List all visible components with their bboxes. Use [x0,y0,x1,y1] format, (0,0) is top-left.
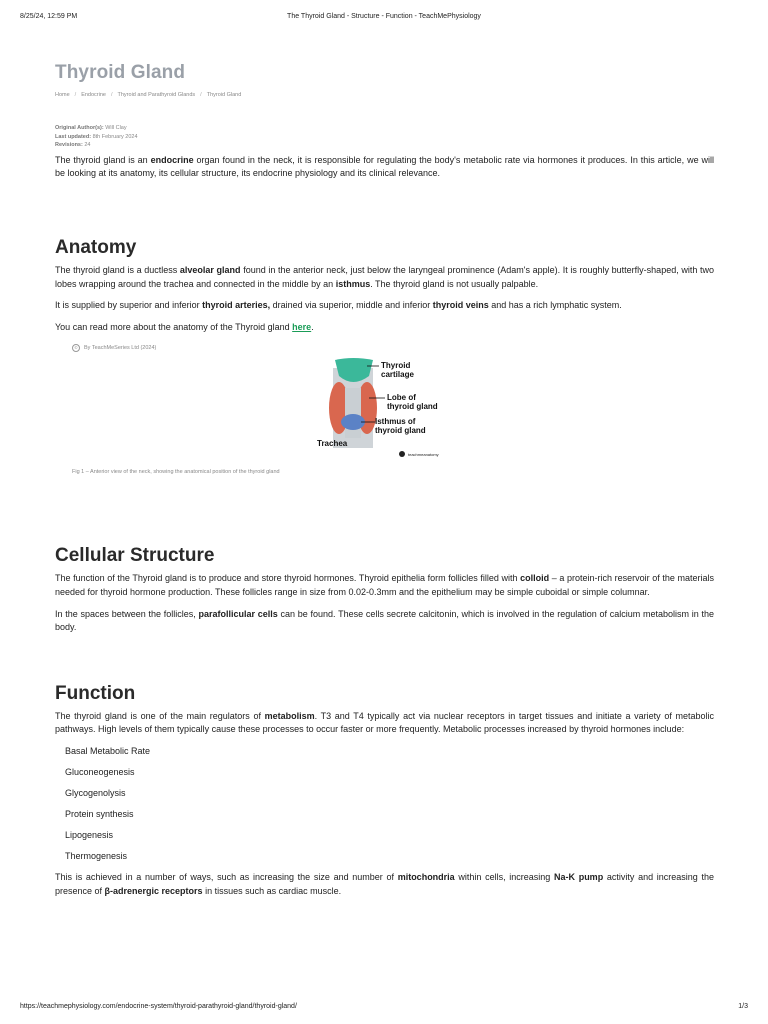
brand-text: teachmeanatomy [408,452,439,458]
cellular-heading: Cellular Structure [55,545,215,567]
list-item: Gluconeogenesis [65,766,135,777]
breadcrumb-separator: / [200,92,202,98]
list-item: Basal Metabolic Rate [65,745,151,756]
meta-updated: Last updated: 8th February 2024 [55,133,138,140]
svg-text:cartilage: cartilage [381,370,414,380]
figure [55,344,714,475]
meta-revisions: Revisions: 24 [55,142,91,149]
page-title: Thyroid Gland [55,62,186,83]
trachea-rings [345,388,361,438]
svg-text:thyroid gland: thyroid gland [375,426,426,436]
list-item: Lipogenesis [65,829,114,840]
cellular-paragraph-2: In the spaces between the follicles, parafollicular cells can be found. These cells secrete calcitonin, which is involved in the regulation of calcium metabolism in the body. [55,608,715,633]
list-item: Protein synthesis [65,808,134,819]
anatomy-paragraph-3: You can read more about the anatomy of the Thyroid gland here. [55,321,314,332]
print-doc-title: The Thyroid Gland - Structure - Function - TeachMePhysiology [287,13,481,20]
anatomy-paragraph-2: It is supplied by superior and inferior thyroid arteries, drained via superior, middle and inferior thyroid veins and has a rich lymphatic system. [55,300,622,311]
article-meta [55,124,714,150]
copyright-icon: © [72,344,80,352]
breadcrumb-current: Thyroid Gland [206,92,242,98]
breadcrumb-thyroid-parathyroid[interactable]: Thyroid and Parathyroid Glands [117,92,196,98]
thyroid-diagram [317,358,457,462]
article [55,62,714,898]
metabolic-process-list [55,745,714,871]
print-footer [20,1003,748,1010]
print-header [20,13,748,20]
breadcrumb-separator: / [74,92,77,98]
cellular-paragraph-1: The function of the Thyroid gland is to produce and store thyroid hormones. Thyroid epithelia form follicles filled with colloid – a protein-rich reservoir of the materials needed for thyroid hormone production. These follicles range in size from 0.02-0.3mm and the epithelium may be simple cuboidal or simple columnar. [55,573,714,597]
anatomy-heading: Anatomy [55,236,137,258]
breadcrumb-separator: / [110,92,113,98]
breadcrumb [55,92,714,98]
meta-author: Original Author(s): Will Clay [55,125,127,131]
function-paragraph-2: This is achieved in a number of ways, such as increasing the size and number of mitochondria within cells, increasing Na-K pump activity and increasing the presence of β-adrenergic receptors in tissues such as cardiac muscle. [55,871,714,896]
print-url: https://teachmephysiology.com/endocrine-system/thyroid-parathyroid-gland/thyroid-gland/ [20,1003,297,1010]
print-page-number: 1/3 [738,1003,748,1010]
function-heading: Function [55,682,136,704]
label-lobe: Lobe of [387,393,416,403]
figure-credit: © By TeachMeSeries Ltd (2024) [72,344,714,352]
figure-caption: Fig 1 – Anterior view of the neck, showing the anatomical position of the thyroid gland [72,469,280,476]
anatomy-link-here[interactable]: here [292,321,312,332]
label-trachea: Trachea [317,439,348,449]
label-thyroid-cartilage: Thyroid [381,361,411,371]
teachmeanatomy-logo-icon [399,451,405,457]
list-item: Glycogenolysis [65,787,126,798]
list-item: Thermogenesis [65,850,128,861]
label-isthmus: Isthmus of [375,417,416,427]
svg-text:thyroid gland: thyroid gland [387,402,438,412]
breadcrumb-endocrine[interactable]: Endocrine [81,92,106,98]
intro-paragraph: The thyroid gland is an endocrine organ found in the neck, it is responsible for regulating the body's metabolic rate via hormones it produces. In this article, we will be looking at its anatomy, its cellular structure, its endocrine physiology and its clinical relevance. [55,154,715,179]
function-paragraph-1: The thyroid gland is one of the main regulators of metabolism. T3 and T4 typically act via nuclear receptors in target tissues and initiate a variety of metabolic pathways. High levels of them typically cause these processes to occur faster or more frequently. Metabolic processes increased by thyroid hormones include: [55,710,715,735]
anatomy-paragraph-1: The thyroid gland is a ductless alveolar gland found in the anterior neck, just below the laryngeal prominence (Adam's apple). It is roughly butterfly-shaped, with two lobes wrapping around the trachea and connected in the middle by an isthmus. The thyroid gland is not usually palpable. [55,264,714,289]
print-datetime: 8/25/24, 12:59 PM [20,13,78,20]
breadcrumb-home[interactable]: Home [55,92,70,98]
